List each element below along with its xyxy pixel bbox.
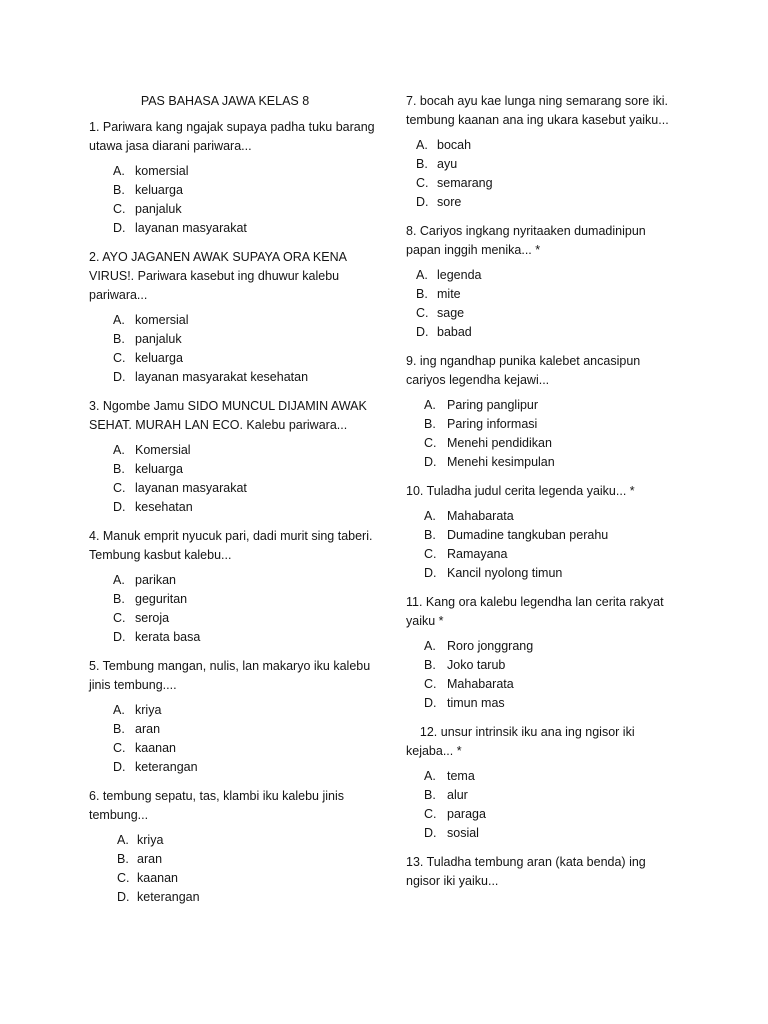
question-text: 5. Tembung mangan, nulis, lan makaryo iku kalebu jinis tembung.... xyxy=(89,659,371,692)
option-b: B. panjaluk xyxy=(113,332,182,346)
question-8 xyxy=(406,222,681,342)
option-c: C. Mahabarata xyxy=(424,677,514,691)
question-text: 8. Cariyos ingkang nyritaaken dumadinipun papan inggih menika... * xyxy=(406,224,646,257)
option-b: B. geguritan xyxy=(113,592,188,606)
option-a: A. Roro jonggrang xyxy=(424,639,534,653)
question-text: 4. Manuk emprit nyucuk pari, dadi murit sing taberi. Tembung kasbut kalebu... xyxy=(89,529,373,562)
option-c: C. Ramayana xyxy=(424,547,508,561)
option-b: B. keluarga xyxy=(113,183,183,197)
option-a: A. Paring panglipur xyxy=(424,398,539,412)
option-c: C. panjaluk xyxy=(113,202,182,216)
question-text: 3. Ngombe Jamu SIDO MUNCUL DIJAMIN AWAK SEHAT. MURAH LAN ECO. Kalebu pariwara... xyxy=(89,399,367,432)
option-a: A. Komersial xyxy=(113,443,191,457)
question-10 xyxy=(406,482,681,583)
option-a: A. legenda xyxy=(416,268,482,282)
question-13 xyxy=(406,853,681,891)
option-b: B. Paring informasi xyxy=(424,417,538,431)
option-a: A. tema xyxy=(424,769,475,783)
option-a: A. komersial xyxy=(113,164,189,178)
question-6 xyxy=(89,787,379,907)
question-text: 10. Tuladha judul cerita legenda yaiku... * xyxy=(406,484,635,498)
option-a: A. kriya xyxy=(113,703,162,717)
option-d: D. keterangan xyxy=(113,760,198,774)
option-b: B. aran xyxy=(113,722,161,736)
question-text: 11. Kang ora kalebu legendha lan cerita rakyat yaiku * xyxy=(406,595,664,628)
question-12 xyxy=(406,723,681,843)
option-c: C. keluarga xyxy=(113,351,183,365)
option-d: D. layanan masyarakat xyxy=(113,221,247,235)
question-text: 7. bocah ayu kae lunga ning semarang sore iki. tembung kaanan ana ing ukara kasebut yaiku... xyxy=(406,94,669,127)
question-1 xyxy=(89,118,379,238)
option-d: D. Menehi kesimpulan xyxy=(424,455,555,469)
option-a: A. komersial xyxy=(113,313,189,327)
option-d: D. kesehatan xyxy=(113,500,193,514)
option-c: C. semarang xyxy=(416,176,493,190)
option-c: C. kaanan xyxy=(117,871,179,885)
option-c: C. layanan masyarakat xyxy=(113,481,247,495)
option-b: B. keluarga xyxy=(113,462,183,476)
question-9 xyxy=(406,352,681,472)
right-column xyxy=(406,92,681,901)
left-column xyxy=(89,92,379,917)
option-c: C. sage xyxy=(416,306,465,320)
option-b: B. aran xyxy=(117,852,163,866)
page-title: PAS BAHASA JAWA KELAS 8 xyxy=(140,94,310,108)
option-b: B. mite xyxy=(416,287,461,301)
option-c: C. kaanan xyxy=(113,741,177,755)
option-a: A. parikan xyxy=(113,573,176,587)
question-7 xyxy=(406,92,681,212)
option-d: D. sosial xyxy=(424,826,479,840)
option-b: B. alur xyxy=(424,788,468,802)
option-c: C. seroja xyxy=(113,611,170,625)
option-d: D. sore xyxy=(416,195,462,209)
option-d: D. timun mas xyxy=(424,696,505,710)
question-text: 1. Pariwara kang ngajak supaya padha tuku barang utawa jasa diarani pariwara... xyxy=(89,120,375,153)
question-text: 6. tembung sepatu, tas, klambi iku kalebu jinis tembung... xyxy=(89,789,344,822)
option-a: A. kriya xyxy=(117,833,164,847)
option-b: B. ayu xyxy=(416,157,458,171)
option-d: D. layanan masyarakat kesehatan xyxy=(113,370,309,384)
option-d: D. babad xyxy=(416,325,472,339)
question-text: 9. ing ngandhap punika kalebet ancasipun cariyos legendha kejawi... xyxy=(406,354,641,387)
option-b: B. Joko tarub xyxy=(424,658,506,672)
question-text: 12. unsur intrinsik iku ana ing ngisor iki kejaba... * xyxy=(406,725,639,758)
option-c: C. Menehi pendidikan xyxy=(424,436,552,450)
question-5 xyxy=(89,657,379,777)
option-a: A. bocah xyxy=(416,138,472,152)
question-4 xyxy=(89,527,379,647)
option-a: A. Mahabarata xyxy=(424,509,514,523)
option-d: D. kerata basa xyxy=(113,630,201,644)
option-b: B. Dumadine tangkuban perahu xyxy=(424,528,609,542)
question-text: 2. AYO JAGANEN AWAK SUPAYA ORA KENA VIRUS!. Pariwara kasebut ing dhuwur kalebu pariwara... xyxy=(89,250,347,302)
question-3 xyxy=(89,397,379,517)
question-2 xyxy=(89,248,379,387)
question-11 xyxy=(406,593,681,713)
question-text: 13. Tuladha tembung aran (kata benda) ing ngisor iki yaiku... xyxy=(406,855,646,888)
option-d: D. keterangan xyxy=(117,890,200,904)
option-c: C. paraga xyxy=(424,807,486,821)
option-d: D. Kancil nyolong timun xyxy=(424,566,563,580)
